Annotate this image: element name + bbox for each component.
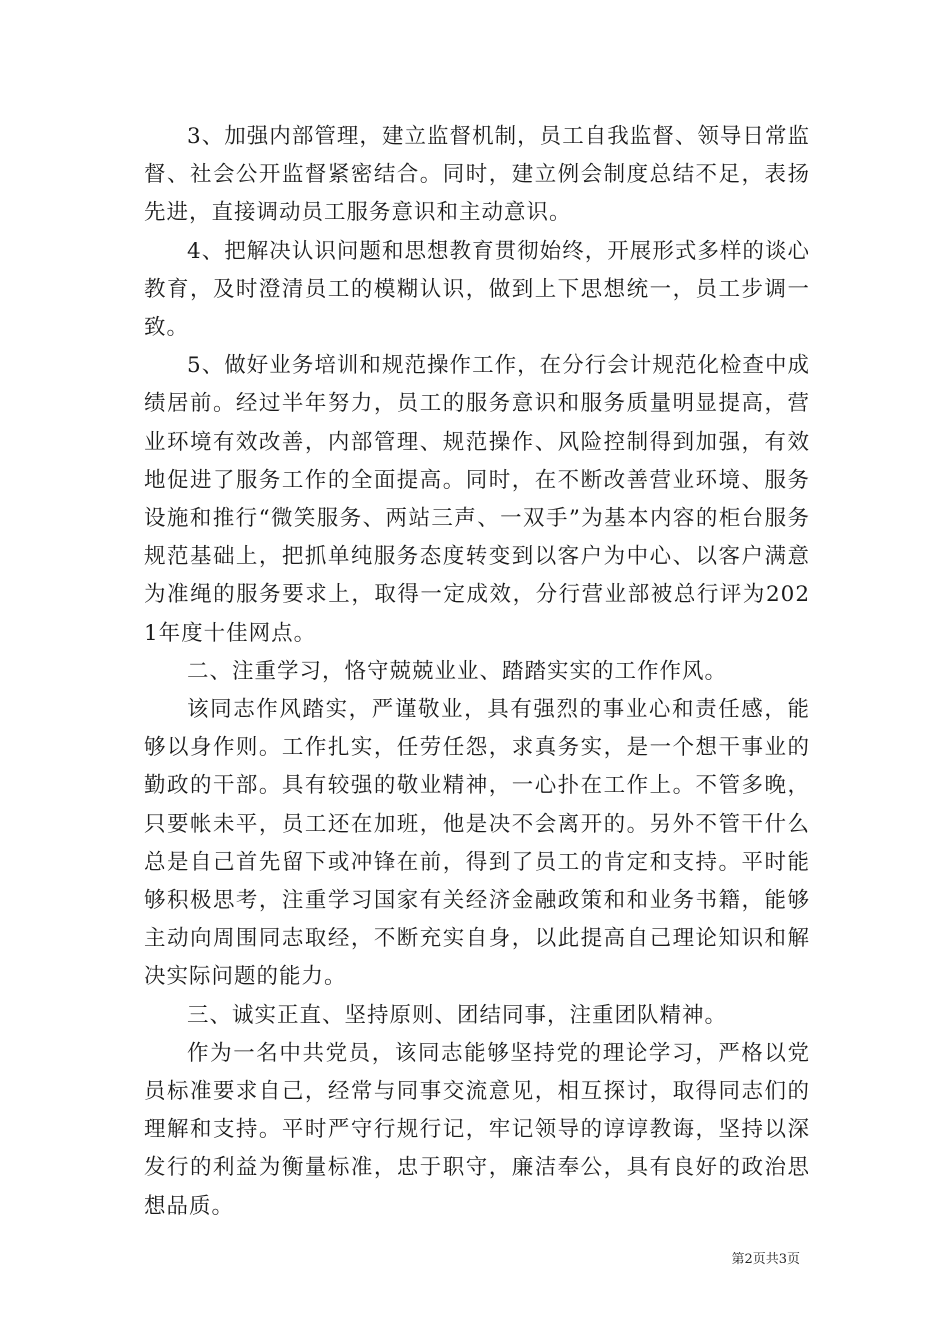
document-body <box>144 118 810 1226</box>
section-heading-2: 二、注重学习，恪守兢兢业业、踏踏实实的工作作风。 <box>187 658 728 684</box>
paragraph-item-4: 4、把解决认识问题和思想教育贯彻始终，开展形式多样的谈心教育，及时澄清员工的模糊认识，做到上下思想统一，员工步调一致。 <box>144 238 810 341</box>
section-heading-3: 三、诚实正直、坚持原则、团结同事，注重团队精神。 <box>187 1002 728 1028</box>
page-number-footer: 第2页共3页 <box>731 1252 800 1267</box>
paragraph-item-3: 3、加强内部管理，建立监督机制，员工自我监督、领导日常监督、社会公开监督紧密结合。同时，建立例会制度总结不足，表扬先进，直接调动员工服务意识和主动意识。 <box>144 124 810 226</box>
paragraph-party-member: 作为一名中共党员，该同志能够坚持党的理论学习，严格以党员标准要求自己，经常与同事交流意见，相互探讨，取得同志们的理解和支持。平时严守行规行记，牢记领导的谆谆教诲，坚持以深发行的利益为衡量标准，忠于职守，廉洁奉公，具有良好的政治思想品质。 <box>144 1040 810 1219</box>
paragraph-item-5: 5、做好业务培训和规范操作工作，在分行会计规范化检查中成绩居前。经过半年努力，员工的服务意识和服务质量明显提高，营业环境有效改善，内部管理、规范操作、风险控制得到加强，有效地促进了服务工作的全面提高。同时，在不断改善营业环境、服务设施和推行“微笑服务、两站三声、一双手”为基本内容的柜台服务规范基础上，把抓单纯服务态度转变到以客户为中心、以客户满意为准绳的服务要求上，取得一定成效，分行营业部被总行评为2021年度十佳网点。 <box>144 353 810 646</box>
paragraph-work-style: 该同志作风踏实，严谨敬业，具有强烈的事业心和责任感，能够以身作则。工作扎实，任劳任怨，求真务实，是一个想干事业的勤政的干部。具有较强的敬业精神，一心扑在工作上。不管多晚，只要帐未平，员工还在加班，他是决不会离开的。另外不管干什么总是自己首先留下或冲锋在前，得到了员工的肯定和支持。平时能够积极思考，注重学习国家有关经济金融政策和和业务书籍，能够主动向周围同志取经，不断充实自身，以此提高自己理论知识和解决实际问题的能力。 <box>144 697 810 990</box>
